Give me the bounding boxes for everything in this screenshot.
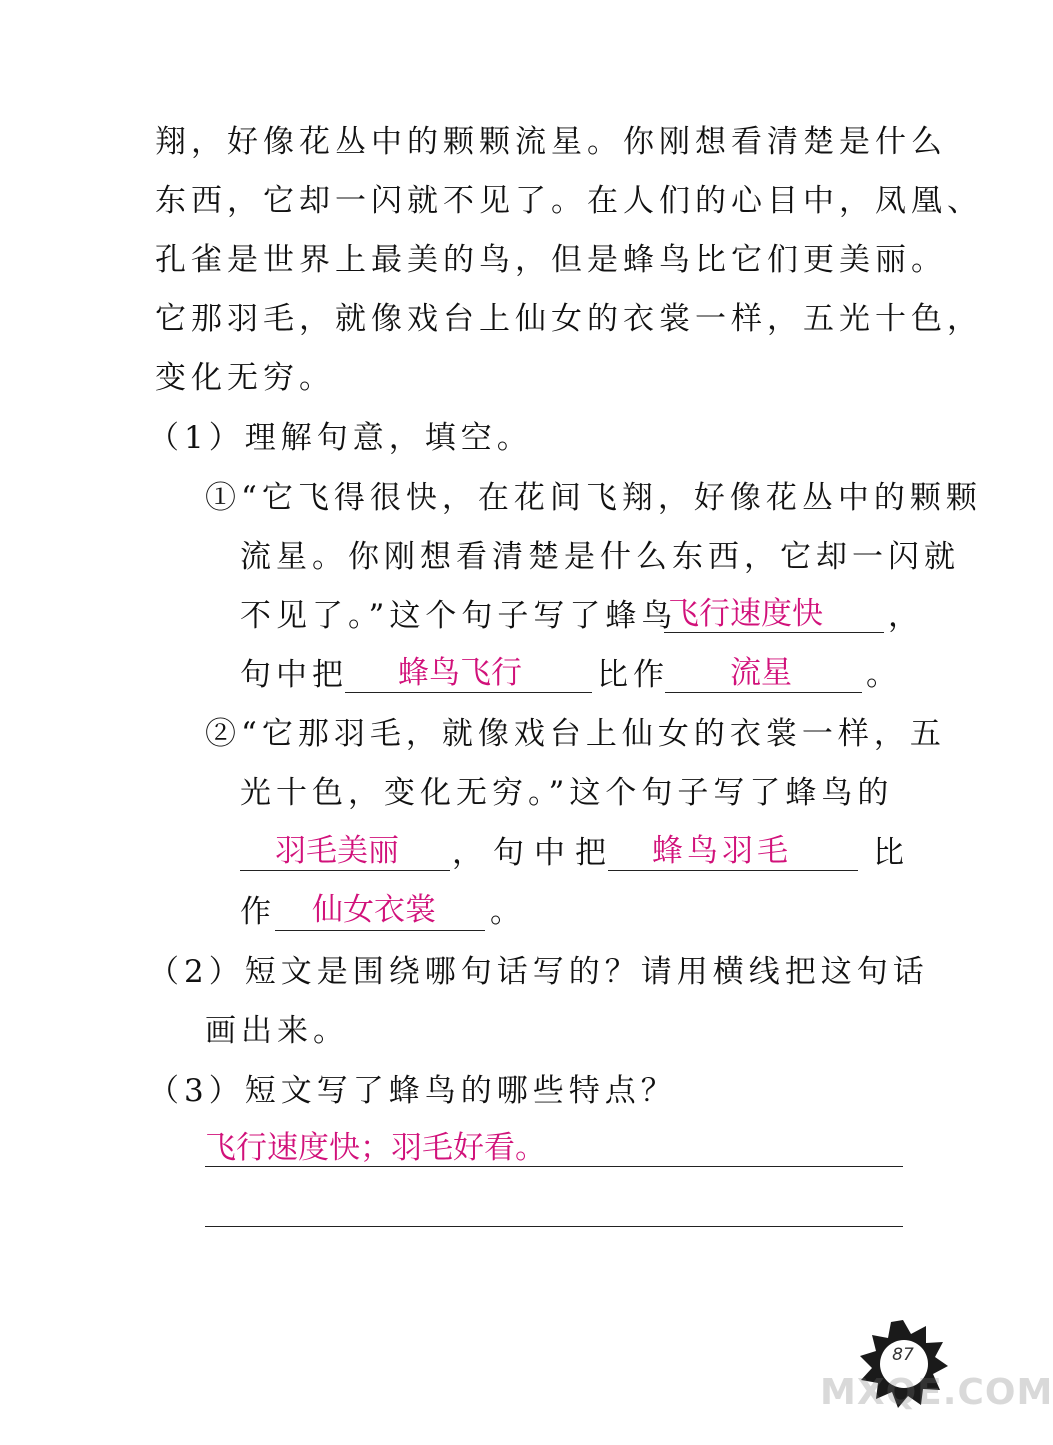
q1-item2-line-4a: 作 bbox=[240, 894, 276, 930]
period: 。 bbox=[866, 657, 902, 693]
q1-item2-line-3a: ，句中把 bbox=[452, 835, 616, 871]
q1-item1-line-4b: 比作 bbox=[597, 657, 669, 693]
answer-hummingbird-feathers: 蜂鸟羽毛 bbox=[652, 833, 792, 869]
q1-item2-line-2: 光十色，变化无穷。”这个句子写了蜂鸟的 bbox=[240, 775, 894, 811]
q1-item2-line-1: ②“它那羽毛，就像戏台上仙女的衣裳一样，五 bbox=[205, 716, 946, 752]
answer-meteor: 流星 bbox=[730, 655, 792, 691]
answer-flight-speed: 飞行速度快 bbox=[668, 596, 823, 632]
blank-line bbox=[240, 870, 450, 871]
watermark-logo: MXQE.COM bbox=[820, 1372, 1053, 1413]
answer-hummingbird-flight: 蜂鸟飞行 bbox=[398, 655, 522, 691]
q1-item1-line-1: ①“它飞得很快，在花间飞翔，好像花丛中的颗颗 bbox=[205, 480, 982, 516]
q1-item1-line-4a: 句中把 bbox=[240, 657, 348, 693]
blank-line bbox=[664, 632, 884, 633]
passage-line-2: 东西，它却一闪就不见了。在人们的心目中，凤凰、 bbox=[155, 183, 983, 219]
q1-item1-line-3: 不见了。”这个句子写了蜂鸟 bbox=[240, 598, 678, 634]
passage-line-4: 它那羽毛，就像戏台上仙女的衣裳一样，五光十色， bbox=[155, 301, 983, 337]
answer-fairy-clothes: 仙女衣裳 bbox=[312, 892, 436, 928]
q1-item2-line-3b: 比 bbox=[873, 835, 909, 871]
question-2-line-1: （2）短文是围绕哪句话写的？请用横线把这句话 bbox=[148, 954, 929, 990]
answer-traits: 飞行速度快；羽毛好看。 bbox=[205, 1130, 546, 1166]
blank-line bbox=[275, 930, 485, 931]
question-3-prompt: （3）短文写了蜂鸟的哪些特点？ bbox=[148, 1073, 677, 1109]
question-1-prompt: （1）理解句意，填空。 bbox=[148, 420, 533, 456]
answer-line-2 bbox=[205, 1226, 903, 1227]
answer-feathers-beautiful: 羽毛美丽 bbox=[275, 833, 399, 869]
passage-line-3: 孔雀是世界上最美的鸟，但是蜂鸟比它们更美丽。 bbox=[155, 242, 947, 278]
answer-line-1 bbox=[205, 1166, 903, 1167]
page-number: 87 bbox=[892, 1345, 914, 1365]
blank-line bbox=[665, 692, 862, 693]
blank-line bbox=[608, 870, 858, 871]
passage-line-5: 变化无穷。 bbox=[155, 360, 335, 396]
comma: ， bbox=[888, 598, 924, 634]
passage-line-1: 翔，好像花丛中的颗颗流星。你刚想看清楚是什么 bbox=[155, 124, 947, 160]
period: 。 bbox=[490, 894, 526, 930]
q1-item1-line-2: 流星。你刚想看清楚是什么东西，它却一闪就 bbox=[240, 539, 960, 575]
blank-line bbox=[345, 692, 592, 693]
question-2-line-2: 画出来。 bbox=[205, 1013, 349, 1049]
